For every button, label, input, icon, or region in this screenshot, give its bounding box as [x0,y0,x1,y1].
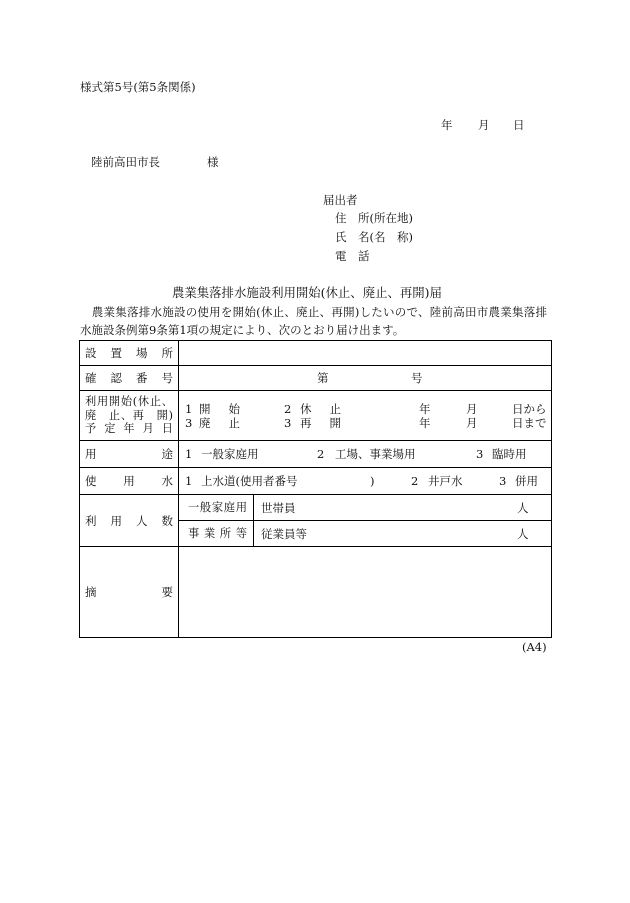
declaration-line: 水施設条例第9条第1項の規定により、次のとおり届け出ます。 [80,323,405,337]
month-label: 月 [466,401,478,416]
day-label: 日まで [512,415,547,430]
option-label: 工場、事業場用 [335,447,416,461]
household-category: 一般家庭用 [188,500,247,514]
remarks-label-cell [79,546,179,638]
schedule-label-line: 廃 止、再 開) [85,408,173,422]
location-label: 設 置 場 所 [85,346,173,360]
applicant-phone-label: 電 話 [335,249,370,263]
confirmation-number-label: 確 認 番 号 [85,371,173,385]
remarks-label: 摘 要 [85,585,173,599]
location-label-cell [79,340,179,366]
option-number: 3 [499,474,507,488]
business-unit: 人 [517,526,529,541]
household-unit: 人 [517,500,529,515]
confirmation-number-suffix: 号 [411,371,423,385]
year-label: 年 [419,401,431,416]
users-label-cell [79,494,179,547]
confirmation-number-label-cell [79,365,179,391]
declaration-line: 農業集落排水施設の使用を開始(休止、廃止、再開)したいので、陸前高田市農業集落排 [80,305,547,319]
option-label: 上水道(使用者番号 [201,474,298,488]
applicant-address-label: 住 所(所在地) [335,211,413,225]
option-label: 休 止 [300,401,341,416]
business-value-cell [253,520,552,547]
day-label: 日から [512,401,547,416]
option-number: 3 [476,447,484,461]
water-label-cell [79,467,179,495]
document-title: 農業集落排水施設利用開始(休止、廃止、再開)届 [172,285,442,300]
option-label: 井戸水 [428,474,463,488]
business-line [254,527,551,541]
usage-label-cell [79,440,179,468]
option-number: 2 [284,401,292,416]
option-label: 臨時用 [492,447,527,461]
schedule-label-cell [79,390,179,441]
option-label: 一般家庭用 [201,447,259,461]
schedule-line-start [179,402,551,416]
option-number: 1 [185,401,193,416]
date-month-label: 月 [478,118,490,132]
option-label: 併用 [515,474,538,488]
schedule-value-cell [178,390,552,441]
business-category-cell [178,520,254,547]
option-number: 2 [411,474,419,488]
option-number: 1 [185,474,193,488]
date-day-label: 日 [513,118,525,132]
usage-options [179,447,551,461]
household-line [254,501,551,515]
household-value-cell [253,494,552,521]
option-number: 3 [284,415,292,430]
confirmation-number-line [179,371,551,385]
household-field: 世帯員 [261,500,296,515]
month-label: 月 [466,415,478,430]
option-label: 再 開 [300,415,341,430]
remarks-value-cell [178,546,552,638]
confirmation-number-prefix: 第 [317,371,329,385]
water-label: 使 用 水 [85,474,173,488]
business-field: 従業員等 [261,526,307,541]
option-label: 開 始 [199,401,240,416]
confirmation-number-value-cell [178,365,552,391]
option-label: 廃 止 [199,415,240,430]
paper-size-note: (A4) [522,640,547,654]
schedule-label-line: 利用開始(休止、 [85,395,173,409]
usage-value-cell [178,440,552,468]
form-number: 様式第5号(第5条関係) [80,80,196,94]
option-number: 1 [185,447,193,461]
household-category-cell [178,494,254,521]
users-label: 利 用 人 数 [85,513,173,528]
water-options [179,474,551,488]
business-category: 事 業 所 等 [188,526,247,540]
location-value-cell [178,340,552,366]
water-value-cell [178,467,552,495]
addressee-name: 陸前高田市長 [91,155,160,169]
addressee-honorific: 様 [207,155,219,169]
applicant-heading: 届出者 [323,193,358,207]
option-closing-paren: ) [370,474,375,488]
form-table [79,340,552,638]
option-number: 2 [317,447,325,461]
schedule-line-end [179,416,551,430]
schedule-label-line: 予 定 年 月 日 [85,422,173,436]
option-number: 3 [185,415,193,430]
year-label: 年 [419,415,431,430]
usage-label: 用 途 [85,447,173,461]
date-year-label: 年 [441,118,453,132]
applicant-name-label: 氏 名(名 称) [335,230,413,244]
